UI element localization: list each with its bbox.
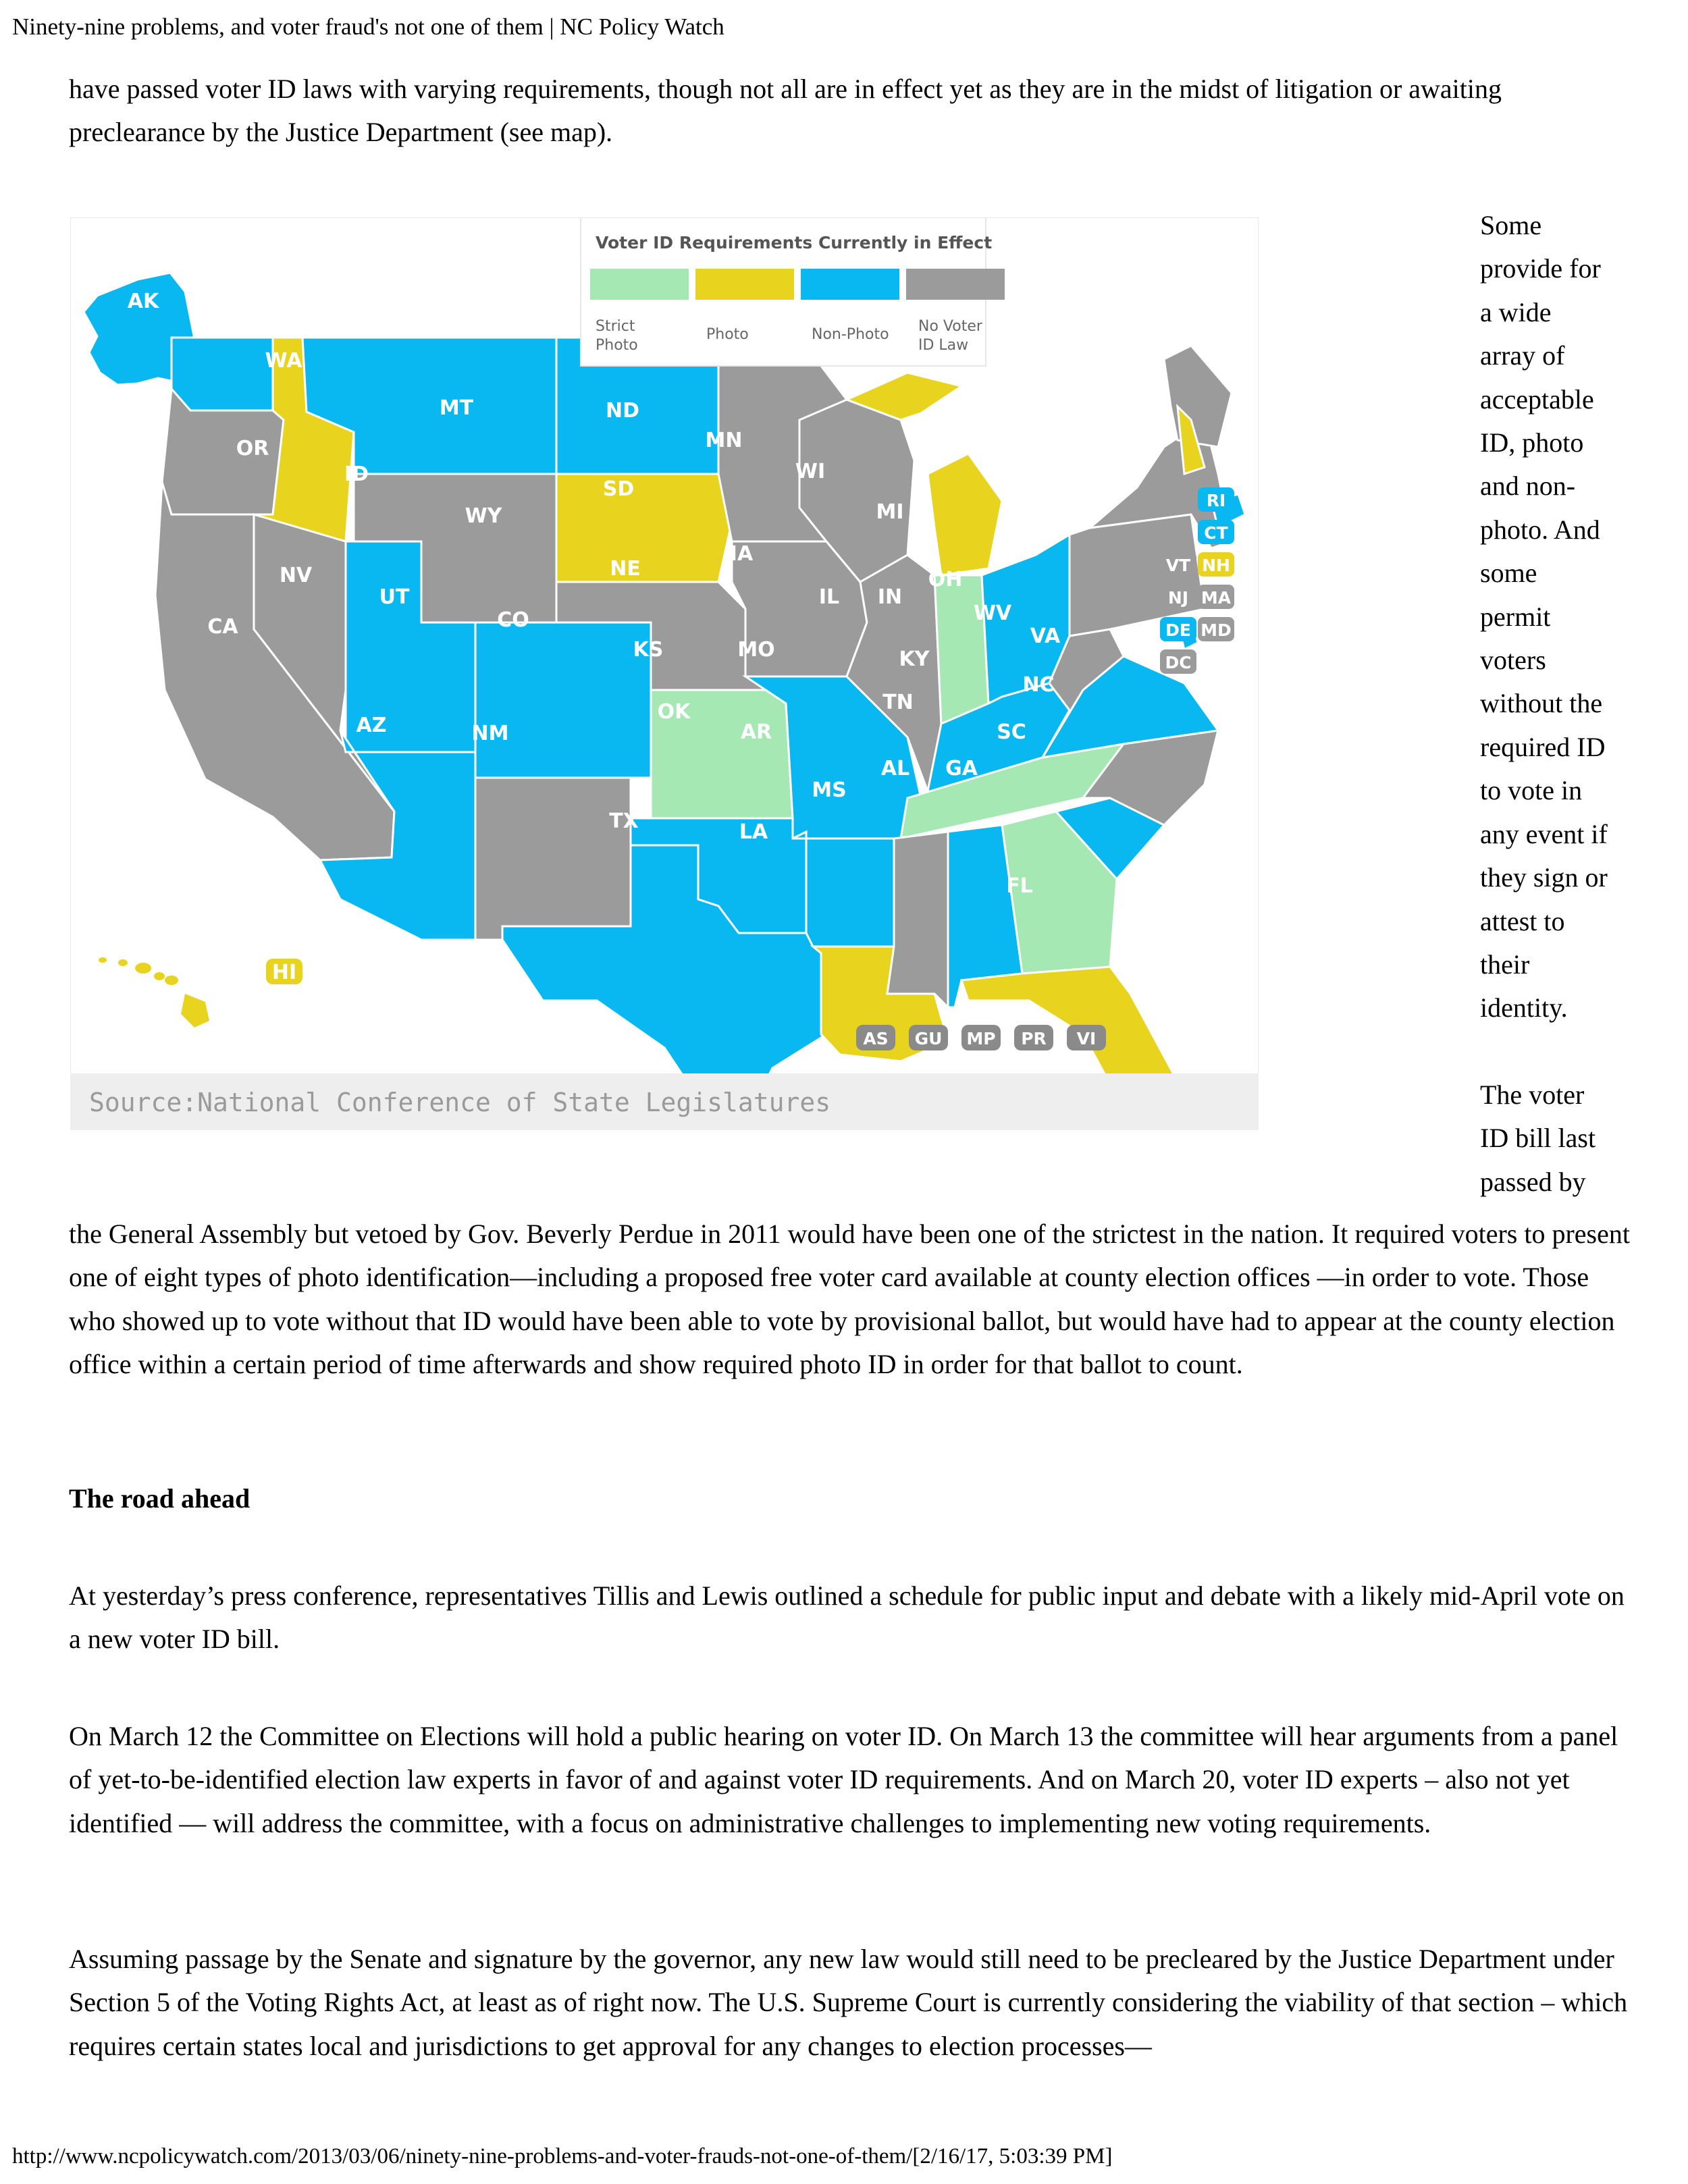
state-label-nv: NV [279,564,313,587]
side-line: identity. [1480,992,1568,1023]
territory-vi: VI [1076,1029,1097,1048]
state-label-mo: MO [737,638,775,662]
state-label-la: LA [739,820,768,844]
legend-label-photo: Photo [706,326,749,343]
state-ms [887,832,948,1007]
legend-label-strict-1: Strict [596,318,635,335]
state-label-ky: KY [899,647,930,671]
state-label-sd: SD [602,477,635,501]
state-label-tx: TX [609,809,639,833]
state-label-wi: WI [795,460,826,483]
territory-badges [856,1025,1106,1050]
legend-label-novoter-2: ID Law [918,337,969,354]
state-label-il: IL [818,585,840,609]
legend-label-novoter-1: No Voter [918,318,982,335]
side-line: acceptable [1480,383,1594,415]
badge-md: MD [1201,620,1232,640]
side-line: ID bill last [1480,1123,1596,1154]
side-line: a wide [1480,296,1552,327]
side-line: The voter [1480,1079,1585,1110]
state-sd [556,474,732,582]
paragraph-senate-preclearance: Assuming passage by the Senate and signature by the governor, any new law would still need to be precleared by the Justice Department under Section 5 of the Voting Rights Act, at least as of right now. The U.S. Supreme Court is currently considering the viability of that section – which requires certain states local and jurisdictions to get approval for any changes to election processes— [69,1944,1628,2061]
legend-swatch-photo [695,269,794,300]
state-label-ok: OK [657,700,691,724]
state-in [934,575,988,724]
state-ar [793,832,901,947]
state-label-nd: ND [605,399,640,423]
side-line: ID, photo [1480,427,1584,458]
state-label-ga: GA [945,757,978,780]
map-legend [581,217,1005,366]
paragraph-press-conference: At yesterday’s press conference, representatives Tillis and Lewis outlined a schedule for public input and debate with a likely mid-April vote on a new voter ID bill. [69,1580,1625,1655]
page-footer-url: http://www.ncpolicywatch.com/2013/03/06/ninety-nine-problems-and-voter-frauds-not-one-of-them/[2/16/17, 5:03:39 PM] [12,2144,1113,2168]
badge-ct: CT [1204,523,1228,543]
territory-as: AS [863,1029,889,1048]
state-label-co: CO [497,608,529,632]
legend-swatch-strict-photo [590,269,689,300]
state-label-wv: WV [973,602,1012,625]
badge-ma: MA [1201,588,1232,608]
badge-de: DE [1165,620,1191,640]
badge-ri: RI [1206,491,1226,510]
paragraph-march-schedule: On March 12 the Committee on Elections will hold a public hearing on voter ID. On March 13 the committee will hear arguments from a panel of yet-to-be-identified election law experts in favor of and against voter ID requirements. And on March 20, voter ID experts – also not yet identified — will address the committee, with a focus on administrative challenges to implementing new voting requirements. [69,1721,1618,1838]
side-text-column [1480,204,1683,1204]
state-label-al: AL [880,757,910,780]
state-label-ne: NE [610,557,641,581]
side-line: and non- [1480,471,1576,502]
state-label-ia: IA [729,542,754,566]
side-line: to vote in [1480,775,1583,806]
state-label-id: ID [344,462,369,486]
state-label-ak: AK [127,290,159,313]
state-label-az: AZ [356,714,387,737]
state-co [475,622,651,778]
badge-nj: NJ [1167,588,1189,608]
state-label-ar: AR [740,720,772,744]
territory-mp: MP [966,1029,996,1048]
section-heading-road-ahead: The road ahead [69,1483,250,1514]
map-source: Source:National Conference of State Legislatures [89,1088,831,1117]
state-label-oh: OH [928,568,963,591]
state-label-wy: WY [465,504,502,528]
paragraph-veto: the General Assembly but vetoed by Gov. Beverly Perdue in 2011 would have been one of the strictest in the nation. It required voters to present one of eight types of photo identification—including a proposed free voter card available at county election offices —in order to vote. Those who showed up to vote without that ID would have been able to vote by provisional ballot, but would have had to appear at the county election office within a certain period of time afterwards and show required photo ID in order for that ballot to count. [69,1219,1630,1380]
side-line: permit [1480,601,1551,632]
state-label-fl: FL [1006,874,1033,898]
side-line: Some [1480,210,1542,240]
side-line: any event if [1480,818,1608,849]
side-line: without the [1480,688,1603,719]
state-label-nm: NM [471,722,509,745]
voter-id-map-svg [70,217,1259,1130]
state-label-hi-badge: HI [271,961,297,984]
side-line: required ID [1480,731,1606,762]
legend-label-nonphoto: Non-Photo [812,326,889,343]
side-line: they sign or [1480,862,1608,893]
side-line: provide for [1480,253,1601,284]
territory-pr: PR [1021,1029,1047,1048]
side-line: photo. And [1480,514,1600,545]
legend-title: Voter ID Requirements Currently in Effect [596,233,993,252]
state-label-wa: WA [265,349,302,373]
badge-dc: DC [1165,653,1192,672]
state-nm [475,778,631,940]
state-label-ms: MS [812,778,847,802]
territory-gu: GU [914,1029,943,1048]
state-label-pa: PA [1022,523,1052,547]
badge-vt: VT [1165,556,1191,575]
state-label-ks: KS [633,638,664,662]
side-line: their [1480,949,1530,980]
legend-swatch-no-voter-id [906,269,1005,300]
state-label-mt: MT [439,396,474,420]
state-wa [172,338,273,410]
state-label-ut: UT [379,585,410,609]
state-label-mn: MN [705,429,743,452]
badge-nh: NH [1202,556,1230,575]
side-line: attest to [1480,905,1565,936]
voter-id-map-figure [70,217,1259,1130]
state-label-tn: TN [882,691,914,714]
state-label-or: OR [236,437,269,460]
state-label-me: ME [1118,392,1153,416]
paragraph-intro: have passed voter ID laws with varying requirements, though not all are in effect yet as they are in the midst of litigation or awaiting preclearance by the Justice Department (see map). [69,74,1502,148]
side-line: passed by [1480,1166,1586,1197]
state-label-ny: NY [1063,475,1095,498]
state-label-in: IN [877,585,903,609]
state-label-sc: SC [997,720,1026,744]
side-line: voters [1480,645,1546,676]
legend-label-strict-2: Photo [596,337,638,354]
state-label-va: VA [1030,624,1061,648]
side-line: some [1480,558,1537,589]
legend-swatch-non-photo [801,269,899,300]
state-label-ca: CA [207,615,238,639]
side-line: array of [1480,340,1565,371]
state-label-nc: NC [1022,673,1055,697]
state-label-mi: MI [876,500,904,524]
page-header-title: Ninety-nine problems, and voter fraud's not one of them | NC Policy Watch [12,14,724,40]
